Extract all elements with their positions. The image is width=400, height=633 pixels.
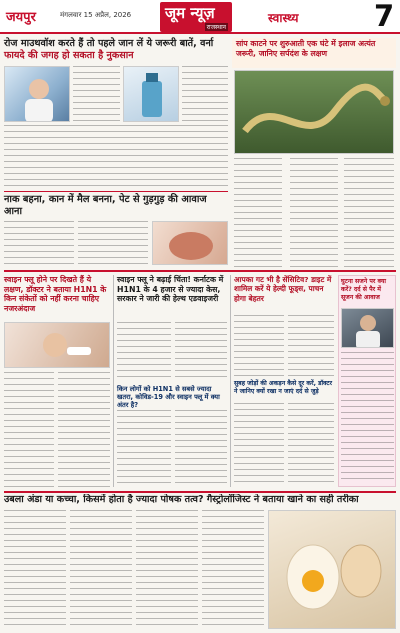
swine-flu-photo bbox=[4, 322, 110, 368]
person-photo-icon bbox=[5, 67, 70, 122]
joint-pain-body bbox=[341, 352, 394, 484]
lead-body-col-1 bbox=[73, 66, 120, 122]
egg-body-col-1 bbox=[4, 510, 66, 629]
karnataka-body-col-1 bbox=[117, 322, 171, 382]
lead-body-col-2 bbox=[182, 66, 228, 122]
lead-headline-line-2: फायदे की जगह हो सकता है नुकसान bbox=[4, 49, 134, 61]
snake-headline-line-2: जरूरी, जानिए सर्पदंश के लक्षण bbox=[236, 48, 327, 58]
h1n1-body-col-1 bbox=[117, 410, 171, 487]
egg-headline[interactable]: उबला अंडा या कच्चा, किसमें होता है ज्यादा पोषक तत्व? गैस्ट्रोलॉजिस्ट ने बताया खाने का सही तरीका bbox=[4, 494, 359, 505]
divider bbox=[4, 191, 228, 192]
newspaper-logo[interactable] bbox=[160, 2, 232, 32]
snake-body-col-3 bbox=[344, 158, 394, 268]
bottle-icon bbox=[124, 67, 179, 122]
snake-headline[interactable] bbox=[236, 39, 394, 58]
column-rule bbox=[113, 275, 114, 487]
joint-body-col-1 bbox=[234, 403, 284, 487]
lead-headline[interactable] bbox=[4, 38, 228, 62]
gut-photo bbox=[152, 221, 228, 265]
column-rule bbox=[230, 275, 231, 487]
logo-text: जूम न्यूज़ bbox=[165, 4, 215, 22]
joint-stiffness-subhead[interactable]: सुबह जोड़ों की अकड़न कैसे दूर करें, डॉक्टर ने जानिए क्यों रखा न जाएं दर्द से जुड़े bbox=[234, 380, 333, 395]
karnataka-body-col-2 bbox=[175, 322, 227, 382]
egg-body-col-2 bbox=[70, 510, 132, 629]
gut-health-body-col-2 bbox=[288, 315, 334, 377]
sick-person-icon bbox=[5, 323, 110, 368]
gut-body-col-2 bbox=[78, 221, 148, 265]
doctor-icon bbox=[342, 309, 394, 348]
stomach-icon bbox=[153, 222, 228, 265]
snake-body-col-1 bbox=[234, 158, 282, 268]
swine-flu-symptoms-headline[interactable]: स्वाइन फ्लू होने पर दिखते हैं ये लक्षण, डॉक्टर ने बताया H1N1 के किन संकेतों को नहीं करना चाहिए नजरअंदाज bbox=[4, 275, 107, 314]
page-number: 7 bbox=[374, 0, 395, 33]
snake-body-col-2 bbox=[290, 158, 338, 268]
joint-body-col-2 bbox=[288, 403, 334, 487]
mouthwash-photo bbox=[123, 66, 179, 122]
masthead bbox=[0, 0, 400, 34]
h1n1-risk-subhead[interactable]: किन लोगों को H1N1 से सबसे ज्यादा खतरा, कोविड-19 और स्वाइन फ्लू में क्या अंतर है? bbox=[117, 385, 220, 410]
gut-headline[interactable]: नाक बहना, कान में मैल बनना, पेट से गुड़गुड़ की आवाज आना bbox=[4, 194, 207, 218]
lead-photo bbox=[4, 66, 70, 122]
section-title: स्वास्थ्य bbox=[268, 11, 299, 25]
egg-icon bbox=[269, 511, 396, 629]
bottom-divider bbox=[4, 491, 396, 493]
swine-flu-body-col-2 bbox=[58, 372, 110, 487]
gut-body-col-1 bbox=[4, 221, 74, 265]
swine-flu-karnataka-headline[interactable]: स्वाइन फ्लू ने बढ़ाई चिंता! कर्नाटक में H1N1 के 4 हजार से ज्यादा केस, सरकार ने जारी की हेल्थ एडवाइजरी bbox=[117, 275, 224, 304]
gut-health-body-col-1 bbox=[234, 315, 284, 377]
egg-photo bbox=[268, 510, 396, 629]
doctor-photo bbox=[341, 308, 394, 348]
swine-flu-body-col-1 bbox=[4, 372, 54, 487]
snake-icon bbox=[235, 71, 394, 154]
city-name: जयपुर bbox=[6, 10, 36, 25]
lead-headline-line-1: रोज माउथवॉश करते हैं तो पहले जान लें ये जरूरी बातें, वर्ना bbox=[4, 38, 214, 49]
egg-body-col-3 bbox=[136, 510, 198, 629]
lead-body-lower bbox=[4, 125, 228, 188]
gut-health-headline[interactable]: आपका गट भी है सेंसिटिव? डाइट में शामिल करें ये हेल्दी फूड्स, पाचन होगा बेहतर bbox=[234, 275, 332, 303]
edition-date: मंगलवार 15 अप्रैल, 2026 bbox=[60, 11, 132, 19]
h1n1-body-col-2 bbox=[175, 410, 227, 487]
egg-body-col-4 bbox=[202, 510, 264, 629]
joint-pain-headline[interactable]: घुटना सजने पर क्या करें? दर्द से पैर में सूजन की आवाज bbox=[341, 278, 387, 301]
logo-tag: राजस्थान bbox=[206, 24, 226, 31]
snake-headline-line-1: सांप काटने पर शुरुआती एक घंटे में इलाज अत्यंत bbox=[236, 39, 376, 48]
section-divider bbox=[4, 270, 396, 272]
snake-photo bbox=[234, 70, 394, 154]
